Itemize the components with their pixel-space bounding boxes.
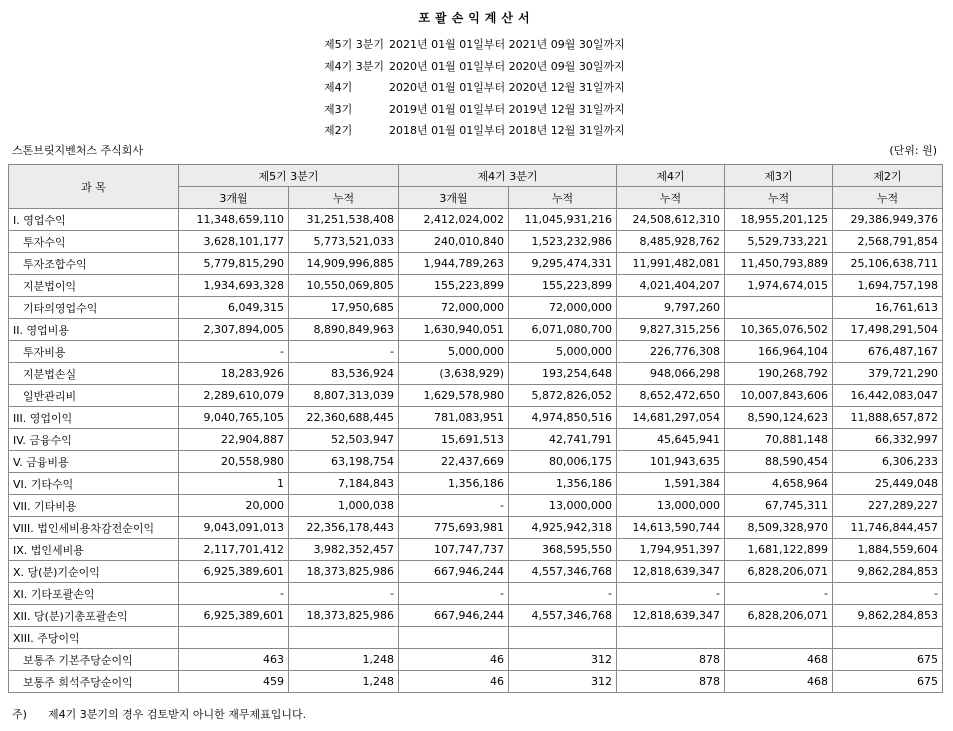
header-period: 제4기 3분기 <box>399 165 617 187</box>
row-label: 기타의영업수익 <box>9 297 179 319</box>
header-sub: 누적 <box>725 187 833 209</box>
period-range: 2020년 01월 01일부터 2020년 09월 30일까지 <box>389 59 625 73</box>
table-row <box>9 319 943 341</box>
value-cell: 4,974,850,516 <box>509 407 617 429</box>
table-row <box>9 605 943 627</box>
row-label: IV. 금융수익 <box>9 429 179 451</box>
value-cell: 155,223,899 <box>399 275 509 297</box>
value-cell: 1,000,038 <box>289 495 399 517</box>
value-cell: 2,412,024,002 <box>399 209 509 231</box>
value-cell: 31,251,538,408 <box>289 209 399 231</box>
value-cell: 13,000,000 <box>617 495 725 517</box>
value-cell: 88,590,454 <box>725 451 833 473</box>
value-cell: 166,964,104 <box>725 341 833 363</box>
value-cell: 6,306,233 <box>833 451 943 473</box>
value-cell: 1,884,559,604 <box>833 539 943 561</box>
value-cell: 18,373,825,986 <box>289 561 399 583</box>
value-cell: 9,295,474,331 <box>509 253 617 275</box>
value-cell: 42,741,791 <box>509 429 617 451</box>
value-cell: 155,223,899 <box>509 275 617 297</box>
value-cell: (3,638,929) <box>399 363 509 385</box>
value-cell: 10,007,843,606 <box>725 385 833 407</box>
header-period: 제5기 3분기 <box>179 165 399 187</box>
value-cell: 1,681,122,899 <box>725 539 833 561</box>
value-cell: 7,184,843 <box>289 473 399 495</box>
value-cell: 676,487,167 <box>833 341 943 363</box>
value-cell: 5,000,000 <box>399 341 509 363</box>
value-cell: 1,630,940,051 <box>399 319 509 341</box>
value-cell: 468 <box>725 649 833 671</box>
value-cell: 22,437,669 <box>399 451 509 473</box>
value-cell <box>725 297 833 319</box>
value-cell: 52,503,947 <box>289 429 399 451</box>
value-cell: 667,946,244 <box>399 605 509 627</box>
row-label: 지분법손실 <box>9 363 179 385</box>
value-cell: 463 <box>179 649 289 671</box>
value-cell <box>725 627 833 649</box>
table-row <box>9 231 943 253</box>
value-cell: 312 <box>509 649 617 671</box>
value-cell: 10,365,076,502 <box>725 319 833 341</box>
value-cell: 1,694,757,198 <box>833 275 943 297</box>
value-cell: 11,450,793,889 <box>725 253 833 275</box>
value-cell: 1,248 <box>289 649 399 671</box>
value-cell: 227,289,227 <box>833 495 943 517</box>
value-cell: 2,117,701,412 <box>179 539 289 561</box>
value-cell: - <box>399 495 509 517</box>
value-cell: 18,283,926 <box>179 363 289 385</box>
value-cell: - <box>833 583 943 605</box>
value-cell: 70,881,148 <box>725 429 833 451</box>
value-cell: 1,248 <box>289 671 399 693</box>
row-label: 투자조합수익 <box>9 253 179 275</box>
table-row <box>9 341 943 363</box>
value-cell: 948,066,298 <box>617 363 725 385</box>
company-name: 스톤브릿지벤처스 주식회사 <box>12 144 144 157</box>
table-row <box>9 275 943 297</box>
period-name: 제2기 <box>324 124 353 138</box>
footnote-text: 제4기 3분기의 경우 검토받지 아니한 재무제표입니다. <box>48 708 307 721</box>
value-cell: 29,386,949,376 <box>833 209 943 231</box>
value-cell: 675 <box>833 649 943 671</box>
table-row <box>9 649 943 671</box>
value-cell: 72,000,000 <box>399 297 509 319</box>
period-name: 제4기 3분기 <box>324 59 384 73</box>
value-cell: 3,628,101,177 <box>179 231 289 253</box>
income-statement-table <box>8 164 943 693</box>
value-cell: 878 <box>617 649 725 671</box>
value-cell: 11,348,659,110 <box>179 209 289 231</box>
header-row <box>9 165 943 187</box>
value-cell: 240,010,840 <box>399 231 509 253</box>
value-cell: 12,818,639,347 <box>617 561 725 583</box>
value-cell: 379,721,290 <box>833 363 943 385</box>
value-cell: 83,536,924 <box>289 363 399 385</box>
header-sub: 3개월 <box>399 187 509 209</box>
value-cell: 9,797,260 <box>617 297 725 319</box>
value-cell: - <box>289 341 399 363</box>
value-cell <box>833 627 943 649</box>
value-cell: 1,974,674,015 <box>725 275 833 297</box>
value-cell: 1,934,693,328 <box>179 275 289 297</box>
value-cell <box>509 627 617 649</box>
value-cell: 459 <box>179 671 289 693</box>
value-cell: 13,000,000 <box>509 495 617 517</box>
value-cell: 18,955,201,125 <box>725 209 833 231</box>
value-cell: 667,946,244 <box>399 561 509 583</box>
header-period: 제2기 <box>833 165 943 187</box>
table-row <box>9 539 943 561</box>
value-cell: 20,000 <box>179 495 289 517</box>
value-cell: 46 <box>399 649 509 671</box>
table-row <box>9 209 943 231</box>
row-label: 일반관리비 <box>9 385 179 407</box>
table-row <box>9 407 943 429</box>
value-cell: 1,356,186 <box>399 473 509 495</box>
value-cell: 11,746,844,457 <box>833 517 943 539</box>
table-row <box>9 429 943 451</box>
value-cell: 4,658,964 <box>725 473 833 495</box>
unit-label: (단위: 원) <box>889 144 937 157</box>
row-label: 투자수익 <box>9 231 179 253</box>
value-cell: - <box>179 583 289 605</box>
value-cell: 4,557,346,768 <box>509 561 617 583</box>
value-cell: 193,254,648 <box>509 363 617 385</box>
value-cell: 312 <box>509 671 617 693</box>
value-cell: 14,681,297,054 <box>617 407 725 429</box>
value-cell: 9,862,284,853 <box>833 561 943 583</box>
row-label: III. 영업이익 <box>9 407 179 429</box>
value-cell: 66,332,997 <box>833 429 943 451</box>
value-cell: 9,043,091,013 <box>179 517 289 539</box>
value-cell: 2,307,894,005 <box>179 319 289 341</box>
row-label: IX. 법인세비용 <box>9 539 179 561</box>
value-cell: 6,925,389,601 <box>179 605 289 627</box>
value-cell <box>399 627 509 649</box>
value-cell: 24,508,612,310 <box>617 209 725 231</box>
header-period: 제4기 <box>617 165 725 187</box>
header-sub: 누적 <box>509 187 617 209</box>
value-cell: 16,442,083,047 <box>833 385 943 407</box>
value-cell: 80,006,175 <box>509 451 617 473</box>
value-cell: 4,925,942,318 <box>509 517 617 539</box>
value-cell: 72,000,000 <box>509 297 617 319</box>
value-cell: 878 <box>617 671 725 693</box>
value-cell: 8,485,928,762 <box>617 231 725 253</box>
value-cell: 9,862,284,853 <box>833 605 943 627</box>
value-cell: 16,761,613 <box>833 297 943 319</box>
table-row <box>9 297 943 319</box>
value-cell: 22,360,688,445 <box>289 407 399 429</box>
value-cell: 1,944,789,263 <box>399 253 509 275</box>
period-range: 2021년 01월 01일부터 2021년 09월 30일까지 <box>389 38 625 51</box>
table-row <box>9 583 943 605</box>
footnote <box>12 706 306 722</box>
value-cell: 45,645,941 <box>617 429 725 451</box>
table-row <box>9 253 943 275</box>
value-cell: 2,289,610,079 <box>179 385 289 407</box>
value-cell: 17,498,291,504 <box>833 319 943 341</box>
value-cell: 11,045,931,216 <box>509 209 617 231</box>
value-cell: 1,591,384 <box>617 473 725 495</box>
value-cell: 1,523,232,986 <box>509 231 617 253</box>
footnote-mark: 주) <box>12 708 27 721</box>
value-cell: 11,888,657,872 <box>833 407 943 429</box>
value-cell: - <box>509 583 617 605</box>
value-cell: 4,557,346,768 <box>509 605 617 627</box>
value-cell: 15,691,513 <box>399 429 509 451</box>
period-name: 제5기 3분기 <box>324 38 384 51</box>
value-cell: 775,693,981 <box>399 517 509 539</box>
value-cell: 46 <box>399 671 509 693</box>
value-cell: 781,083,951 <box>399 407 509 429</box>
value-cell: 2,568,791,854 <box>833 231 943 253</box>
table-row <box>9 517 943 539</box>
value-cell: 63,198,754 <box>289 451 399 473</box>
row-label: 보통주 희석주당순이익 <box>9 671 179 693</box>
value-cell: 1,629,578,980 <box>399 385 509 407</box>
header-sub: 누적 <box>289 187 399 209</box>
period-range: 2018년 01월 01일부터 2018년 12월 31일까지 <box>389 124 625 138</box>
table-row <box>9 671 943 693</box>
value-cell: 226,776,308 <box>617 341 725 363</box>
value-cell: 4,021,404,207 <box>617 275 725 297</box>
value-cell: 10,550,069,805 <box>289 275 399 297</box>
value-cell <box>617 627 725 649</box>
row-label: II. 영업비용 <box>9 319 179 341</box>
row-label: XII. 당(분)기총포괄손익 <box>9 605 179 627</box>
row-label: V. 금융비용 <box>9 451 179 473</box>
table-row <box>9 385 943 407</box>
value-cell: 675 <box>833 671 943 693</box>
value-cell: 5,779,815,290 <box>179 253 289 275</box>
value-cell: 101,943,635 <box>617 451 725 473</box>
row-label: VI. 기타수익 <box>9 473 179 495</box>
table-row <box>9 495 943 517</box>
value-cell: 3,982,352,457 <box>289 539 399 561</box>
row-label: X. 당(분)기순이익 <box>9 561 179 583</box>
value-cell: 25,449,048 <box>833 473 943 495</box>
value-cell <box>179 627 289 649</box>
value-cell: 190,268,792 <box>725 363 833 385</box>
value-cell <box>289 627 399 649</box>
table-row <box>9 363 943 385</box>
value-cell: 6,828,206,071 <box>725 561 833 583</box>
value-cell: 14,613,590,744 <box>617 517 725 539</box>
row-label: XIII. 주당이익 <box>9 627 179 649</box>
table-row <box>9 627 943 649</box>
value-cell: 8,890,849,963 <box>289 319 399 341</box>
value-cell: 5,529,733,221 <box>725 231 833 253</box>
value-cell: 67,745,311 <box>725 495 833 517</box>
value-cell: 25,106,638,711 <box>833 253 943 275</box>
header-period: 제3기 <box>725 165 833 187</box>
value-cell: 8,590,124,623 <box>725 407 833 429</box>
value-cell: 17,950,685 <box>289 297 399 319</box>
header-account: 과 목 <box>9 165 179 209</box>
value-cell: - <box>399 583 509 605</box>
value-cell: 1 <box>179 473 289 495</box>
row-label: XI. 기타포괄손익 <box>9 583 179 605</box>
value-cell: 18,373,825,986 <box>289 605 399 627</box>
value-cell: 22,356,178,443 <box>289 517 399 539</box>
value-cell: 107,747,737 <box>399 539 509 561</box>
table-row <box>9 473 943 495</box>
value-cell: - <box>289 583 399 605</box>
header-sub: 3개월 <box>179 187 289 209</box>
period-name: 제4기 <box>324 81 353 95</box>
table-row <box>9 451 943 473</box>
value-cell: 5,000,000 <box>509 341 617 363</box>
value-cell: 8,807,313,039 <box>289 385 399 407</box>
value-cell: 1,356,186 <box>509 473 617 495</box>
value-cell: 6,071,080,700 <box>509 319 617 341</box>
header-sub: 누적 <box>617 187 725 209</box>
row-label: VIII. 법인세비용차감전순이익 <box>9 517 179 539</box>
row-label: 보통주 기본주당순이익 <box>9 649 179 671</box>
value-cell: 9,040,765,105 <box>179 407 289 429</box>
row-label: VII. 기타비용 <box>9 495 179 517</box>
row-label: 지분법이익 <box>9 275 179 297</box>
period-name: 제3기 <box>324 102 353 116</box>
value-cell: - <box>617 583 725 605</box>
value-cell: 9,827,315,256 <box>617 319 725 341</box>
statement-title: 포괄손익계산서 <box>418 11 535 25</box>
value-cell: 11,991,482,081 <box>617 253 725 275</box>
value-cell: 14,909,996,885 <box>289 253 399 275</box>
value-cell: 6,925,389,601 <box>179 561 289 583</box>
value-cell: 468 <box>725 671 833 693</box>
header-sub: 누적 <box>833 187 943 209</box>
period-range: 2020년 01월 01일부터 2020년 12월 31일까지 <box>389 81 625 95</box>
value-cell: 5,773,521,033 <box>289 231 399 253</box>
row-label: 투자비용 <box>9 341 179 363</box>
value-cell: 6,828,206,071 <box>725 605 833 627</box>
value-cell: - <box>179 341 289 363</box>
value-cell: 12,818,639,347 <box>617 605 725 627</box>
value-cell: 5,872,826,052 <box>509 385 617 407</box>
value-cell: 6,049,315 <box>179 297 289 319</box>
row-label: I. 영업수익 <box>9 209 179 231</box>
value-cell: - <box>725 583 833 605</box>
value-cell: 8,509,328,970 <box>725 517 833 539</box>
value-cell: 20,558,980 <box>179 451 289 473</box>
value-cell: 1,794,951,397 <box>617 539 725 561</box>
table-row <box>9 561 943 583</box>
value-cell: 22,904,887 <box>179 429 289 451</box>
value-cell: 8,652,472,650 <box>617 385 725 407</box>
value-cell: 368,595,550 <box>509 539 617 561</box>
period-range: 2019년 01월 01일부터 2019년 12월 31일까지 <box>389 102 625 116</box>
